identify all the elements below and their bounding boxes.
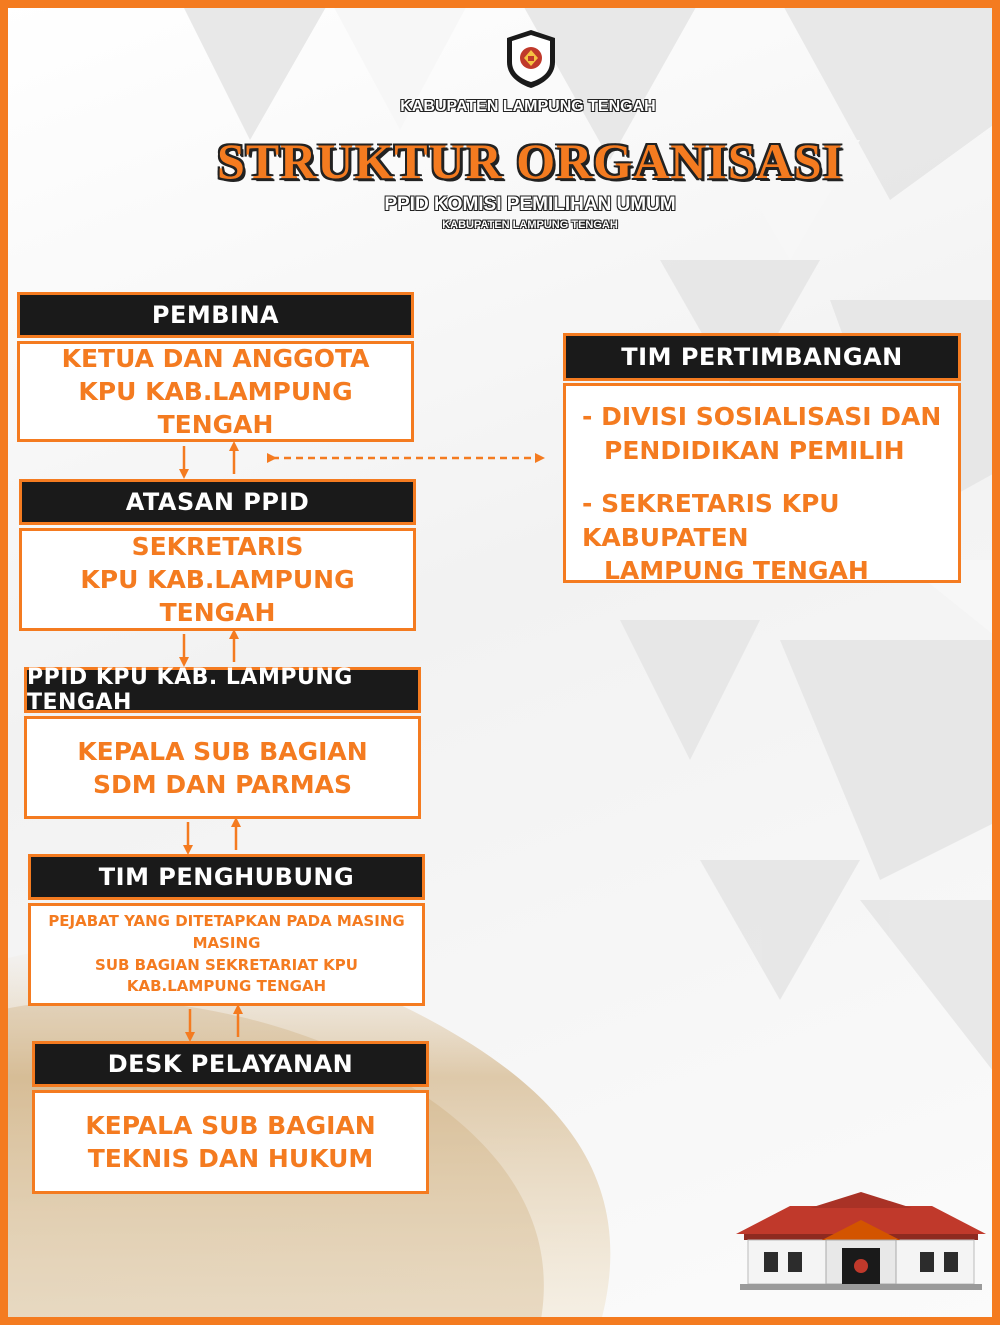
desk-line: TEKNIS DAN HUKUM [87,1144,374,1173]
penghubung-line: SUB BAGIAN SEKRETARIAT KPU [95,955,358,974]
desk-pelayanan-header: DESK PELAYANAN [32,1041,429,1087]
region-label: KABUPATEN LAMPUNG TENGAH [400,98,656,115]
penghubung-line: KAB.LAMPUNG TENGAH [126,977,327,996]
pembina-header: PEMBINA [17,292,414,338]
tim-pertimbangan-header: TIM PERTIMBANGAN [563,333,961,381]
tim-penghubung-header: TIM PENGHUBUNG [28,854,425,900]
subtitle-region: KABUPATEN LAMPUNG TENGAH [442,219,618,231]
pembina-line: KETUA DAN ANGGOTA [61,344,370,373]
desk-line: KEPALA SUB BAGIAN [85,1111,376,1140]
pertimbangan-line: - DIVISI SOSIALISASI DAN [582,402,942,431]
kpu-office-building-icon [730,1190,992,1292]
atasan-line: KPU KAB.LAMPUNG TENGAH [80,565,355,627]
pertimbangan-line: LAMPUNG TENGAH [604,556,869,585]
pertimbangan-line: PENDIDIKAN PEMILIH [604,435,905,465]
page-title: STRUKTUR ORGANISASI [216,133,844,189]
pembina-line: KPU KAB.LAMPUNG TENGAH [78,377,353,439]
page-subtitle: PPID KOMISI PEMILIHAN UMUM [384,194,676,215]
penghubung-line: PEJABAT YANG DITETAPKAN PADA MASING MASING [48,912,405,952]
atasan-ppid-header: ATASAN PPID [19,479,416,525]
ppid-line: KEPALA SUB BAGIAN [77,736,368,766]
pertimbangan-line: - SEKRETARIS KPU KABUPATEN [582,489,840,552]
ppid-line: SDM DAN PARMAS [93,769,352,799]
atasan-line: SEKRETARIS [131,532,304,561]
ppid-header: PPID KPU KAB. LAMPUNG TENGAH [24,667,421,713]
